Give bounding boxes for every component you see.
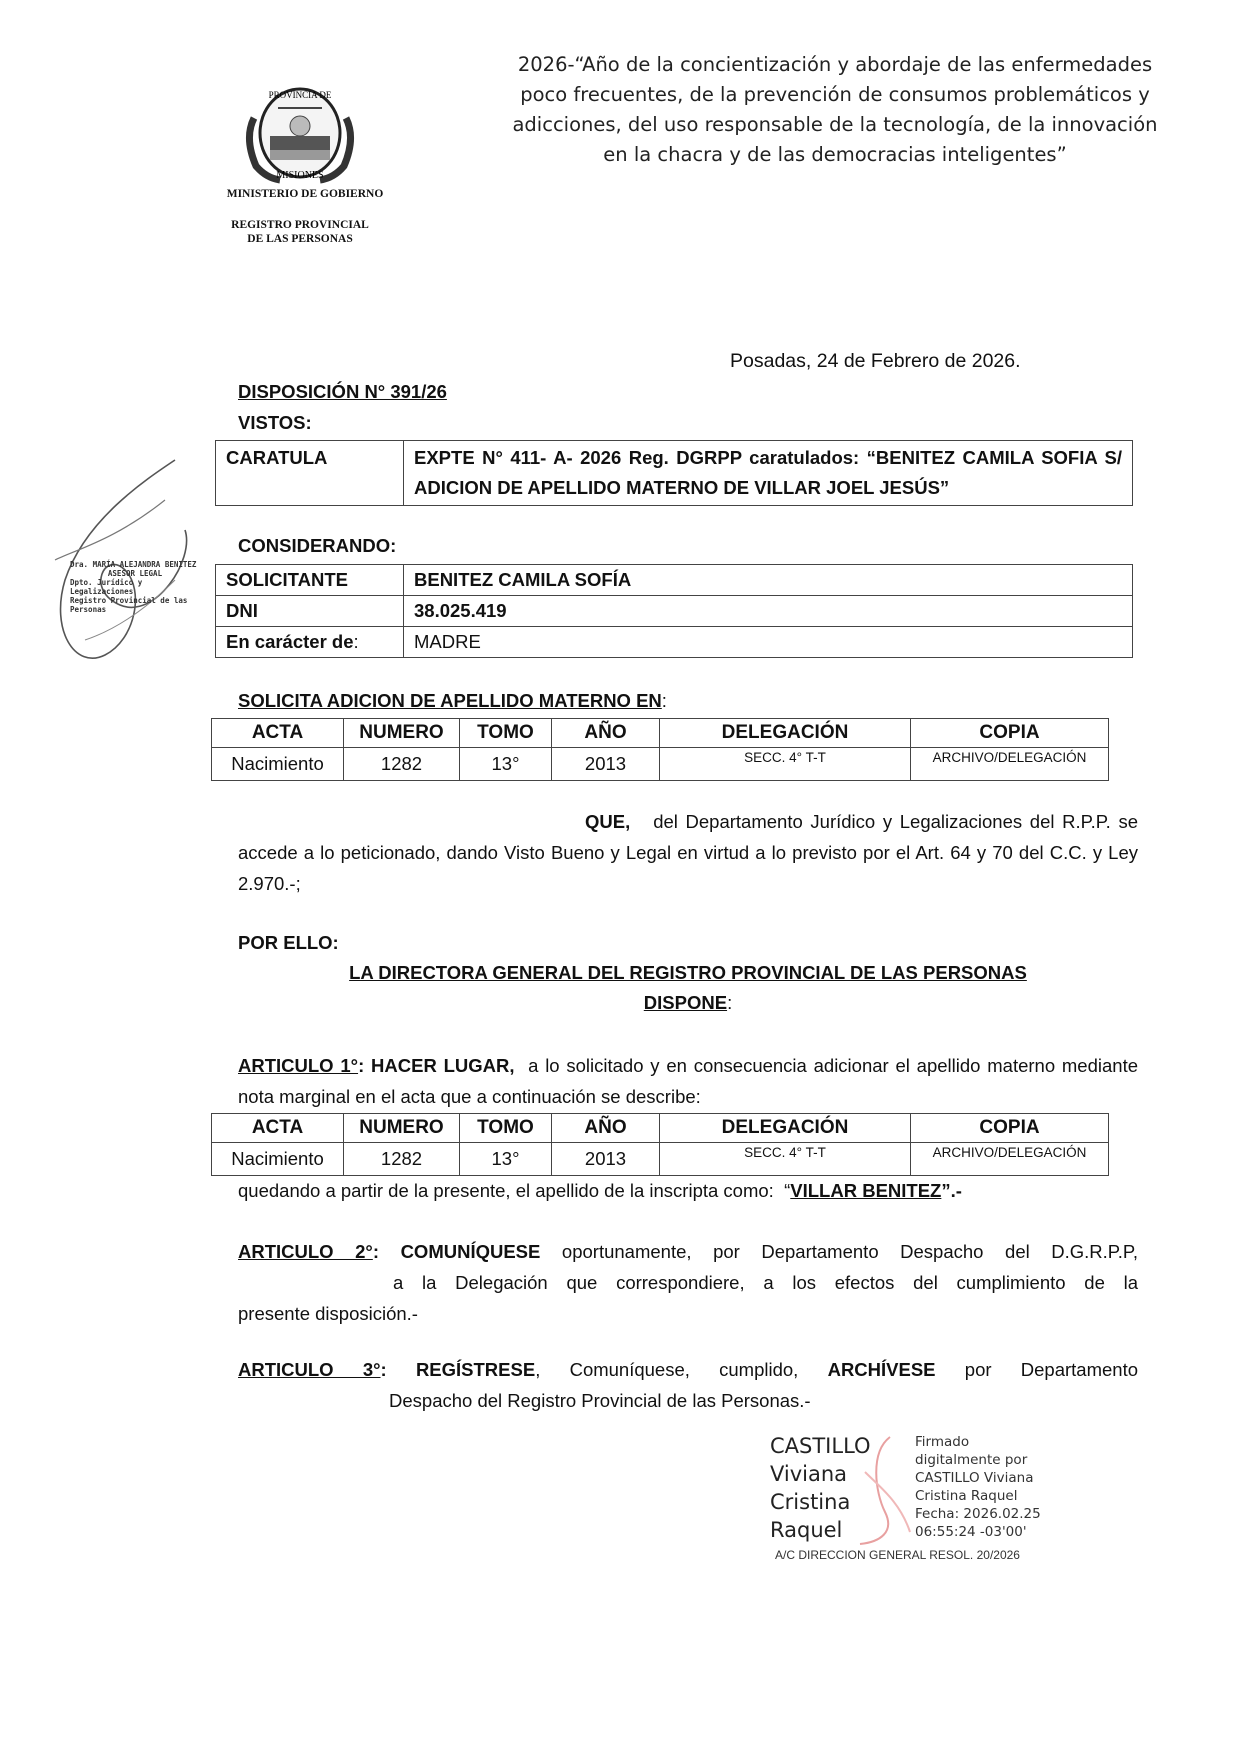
article-3-mid: Comuníquese, cumplido,: [569, 1359, 799, 1380]
article-1-action: HACER LUGAR,: [371, 1055, 515, 1076]
table-row: [216, 627, 1133, 658]
caratula-value: EXPTE N° 411- A- 2026 Reg. DGRPP caratulados: “BENITEZ CAMILA SOFIA S/ ADICION DE APELLIDO MATERNO DE VILLAR JOEL JESÚS”: [404, 441, 1133, 506]
caratula-table: [215, 440, 1133, 506]
signer-name-line: Cristina: [770, 1490, 851, 1514]
table-header-row: [212, 1114, 1109, 1143]
signer-name-line: Raquel: [770, 1518, 843, 1542]
article-1-result: quedando a partir de la presente, el apellido de la inscripta como: “VILLAR BENITEZ”.-: [238, 1180, 962, 1201]
cell-anio: 2013: [552, 1143, 660, 1176]
article-1-label: ARTICULO 1°: [238, 1055, 359, 1076]
stamp-line-3: Dpto. Jurídico y Legalizaciones: [70, 578, 143, 596]
cell-copia: ARCHIVO/DELEGACIÓN: [911, 748, 1109, 781]
cell-acta: Nacimiento: [212, 748, 344, 781]
stamp-line-1: Dra. MARÍA ALEJANDRA BENITEZ: [70, 560, 197, 569]
col-anio: AÑO: [552, 719, 660, 748]
article-2-line-2: a la Delegación que correspondiere, a los efectos del cumplimiento de la: [393, 1272, 1138, 1293]
article-1-after-text: quedando a partir de la presente, el apellido de la inscripta como:: [238, 1180, 774, 1201]
caratula-row: [216, 441, 1133, 506]
province-seal-logo: [240, 78, 360, 188]
seal-text-top: PROVINCIA DE: [268, 90, 332, 100]
cell-numero: 1282: [344, 748, 460, 781]
digital-signature-mark-icon: [850, 1432, 920, 1547]
article-1-label-line: ARTICULO 1°:: [238, 1055, 365, 1076]
article-2-text-1: oportunamente, por Departamento Despacho del D.G.R.P.P,: [561, 1241, 1138, 1262]
stamp-line-2: ASESOR LEGAL: [107, 569, 163, 578]
registry-line-1: REGISTRO PROVINCIAL: [231, 219, 369, 231]
col-tomo: TOMO: [460, 719, 552, 748]
article-2-label: ARTICULO 2°: [238, 1241, 373, 1262]
cell-delegacion: SECC. 4° T-T: [660, 1143, 911, 1176]
acta-table-2: [211, 1113, 1109, 1176]
cell-acta: Nacimiento: [212, 1143, 344, 1176]
directora-line: LA DIRECTORA GENERAL DEL REGISTRO PROVINCIAL DE LAS PERSONAS: [349, 962, 1027, 983]
dispone-label: DISPONE: [643, 992, 728, 1013]
caratula-label: CARATULA: [216, 441, 404, 506]
signer-name-line: CASTILLO: [770, 1434, 871, 1458]
cell-numero: 1282: [344, 1143, 460, 1176]
registry-name: [205, 218, 395, 246]
dni-value: 38.025.419: [404, 596, 1133, 627]
col-delegacion: DELEGACIÓN: [660, 719, 911, 748]
cell-anio: 2013: [552, 748, 660, 781]
stamp-line-4: Registro Provincial de las Personas: [70, 596, 188, 614]
caracter-label: En carácter de:: [216, 627, 404, 658]
date-line: Posadas, 24 de Febrero de 2026.: [730, 350, 1021, 372]
col-anio: AÑO: [552, 1114, 660, 1143]
que-lead: QUE,: [585, 811, 631, 832]
article-3-action-2: ARCHÍVESE: [827, 1359, 936, 1380]
article-2-line-3: presente disposición.-: [238, 1303, 418, 1324]
header-motto: 2026-“Año de la concientización y abordaje de las enfermedades poco frecuentes, de la prevención de consumos problemáticos y adicciones, del uso responsable de la tecnología, de la innovación en la chacra y de las democracias inteligentes”: [512, 53, 1158, 166]
cell-delegacion: SECC. 4° T-T: [660, 748, 911, 781]
col-copia: COPIA: [911, 719, 1109, 748]
que-text: del Departamento Jurídico y Legalizaciones del R.P.P. se accede a lo peticionado, dando Visto Bueno y Legal en virtud a lo previsto por el Art. 64 y 70 del C.C. y Ley 2.970.-;: [238, 811, 1138, 894]
caracter-label-text: En carácter de: [226, 631, 354, 652]
solicitante-value: BENITEZ CAMILA SOFÍA: [404, 565, 1133, 596]
article-2-line-1: ARTICULO 2°: COMUNÍQUESE oportunamente, por Departamento Despacho del D.G.R.P.P,: [238, 1241, 1138, 1262]
table-header-row: [212, 719, 1109, 748]
seal-text-bottom: MISIONES: [276, 170, 324, 181]
registry-line-2: DE LAS PERSONAS: [247, 233, 353, 245]
por-ello-label: POR ELLO:: [238, 932, 339, 953]
signer-info-line: Fecha: 2026.02.25: [915, 1506, 1041, 1522]
article-3-line-2: Despacho del Registro Provincial de las Personas.-: [389, 1390, 811, 1411]
acta-table-1: [211, 718, 1109, 781]
legal-advisor-stamp: [70, 560, 200, 614]
article-1-text: a lo solicitado y en consecuencia adicionar el apellido materno mediante nota marginal en el acta que a continuación se describe:: [238, 1055, 1139, 1107]
signer-info-line: CASTILLO Viviana: [915, 1470, 1034, 1486]
article-3-line-1: ARTICULO 3°: REGÍSTRESE, Comuníquese, cumplido, ARCHÍVESE por Departamento: [238, 1359, 1138, 1380]
considerando-label: CONSIDERANDO:: [238, 535, 397, 556]
article-2: [238, 1236, 1138, 1329]
dispone-line: DISPONE:: [643, 992, 733, 1013]
article-1: [238, 1050, 1138, 1112]
article-3-action-1: REGÍSTRESE: [415, 1359, 536, 1380]
col-delegacion: DELEGACIÓN: [660, 1114, 911, 1143]
col-numero: NUMERO: [344, 1114, 460, 1143]
article-2-action: COMUNÍQUESE: [400, 1241, 541, 1262]
signer-info-line: 06:55:24 -03'00': [915, 1524, 1027, 1540]
solicita-label-text: SOLICITA ADICION DE APELLIDO MATERNO EN: [238, 690, 662, 711]
col-acta: ACTA: [212, 1114, 344, 1143]
solicitante-label: SOLICITANTE: [216, 565, 404, 596]
dni-label: DNI: [216, 596, 404, 627]
signer-info-line: Cristina Raquel: [915, 1488, 1018, 1504]
signer-info-line: digitalmente por: [915, 1452, 1028, 1468]
col-numero: NUMERO: [344, 719, 460, 748]
table-row: [212, 748, 1109, 781]
considerando-table: [215, 564, 1133, 658]
ministry-name: MINISTERIO DE GOBIERNO: [226, 188, 384, 200]
cell-copia: ARCHIVO/DELEGACIÓN: [911, 1143, 1109, 1176]
vistos-label: VISTOS:: [238, 412, 312, 433]
article-3: [238, 1354, 1138, 1416]
que-paragraph: [238, 806, 1138, 899]
article-3-tail: por Departamento: [964, 1359, 1138, 1380]
signer-info-line: Firmado: [915, 1434, 970, 1450]
new-surname: VILLAR BENITEZ: [790, 1180, 942, 1201]
table-row: [212, 1143, 1109, 1176]
article-3-label: ARTICULO 3°: [238, 1359, 381, 1380]
table-row: [216, 565, 1133, 596]
cell-tomo: 13°: [460, 748, 552, 781]
signer-name-line: Viviana: [770, 1462, 848, 1486]
signer-footer: A/C DIRECCION GENERAL RESOL. 20/2026: [775, 1548, 1020, 1562]
col-copia: COPIA: [911, 1114, 1109, 1143]
table-row: [216, 596, 1133, 627]
col-tomo: TOMO: [460, 1114, 552, 1143]
solicita-label: SOLICITA ADICION DE APELLIDO MATERNO EN:: [238, 690, 667, 711]
disposition-title: DISPOSICIÓN N° 391/26: [238, 381, 447, 402]
col-acta: ACTA: [212, 719, 344, 748]
caracter-value: MADRE: [404, 627, 1133, 658]
cell-tomo: 13°: [460, 1143, 552, 1176]
signer-info: [915, 1433, 1041, 1541]
